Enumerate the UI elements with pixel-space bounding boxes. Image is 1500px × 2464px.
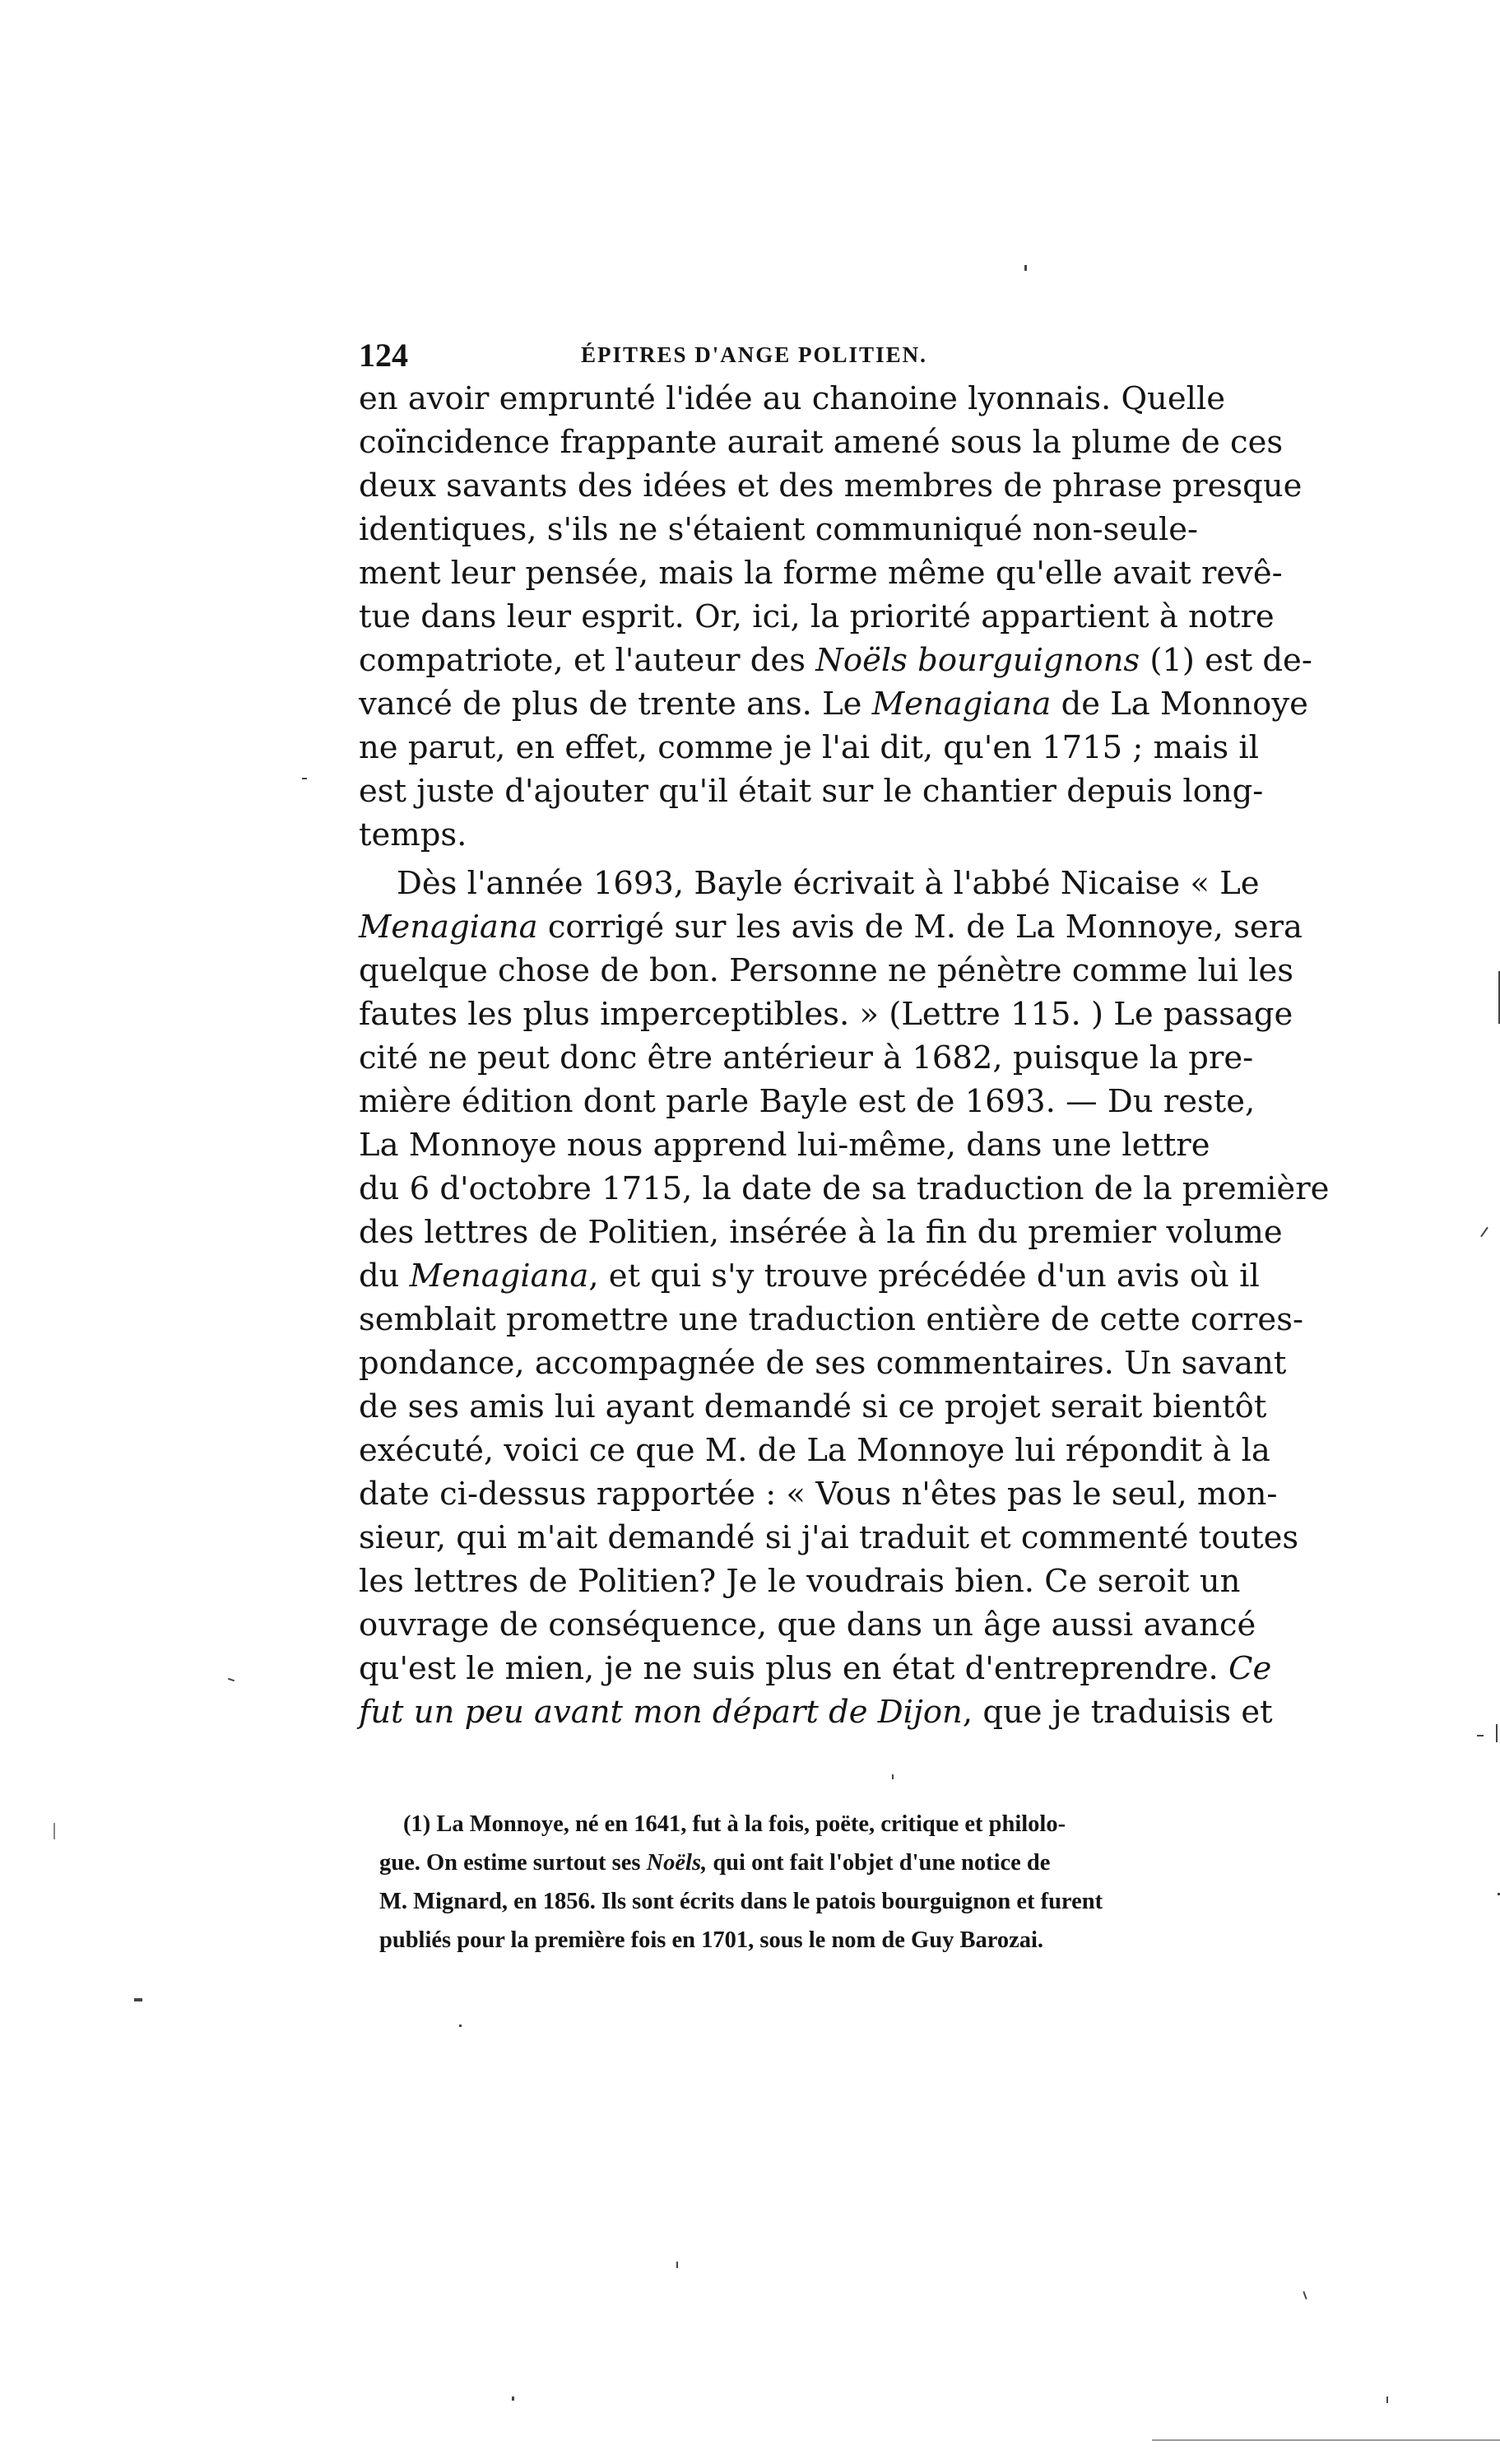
text-line: les lettres de Politien? Je le voudrais bien. Ce seroit un	[359, 1563, 1241, 1600]
scan-speck	[1480, 1227, 1488, 1238]
text-line	[359, 1690, 1273, 1734]
text-line: ment leur pensée, mais la forme même qu'elle avait revê-	[359, 555, 1283, 592]
footnote	[379, 1805, 1251, 1960]
scan-speck	[134, 1998, 142, 2001]
scan-speck	[302, 778, 307, 779]
scan-speck	[1024, 265, 1027, 271]
footnote-line: M. Mignard, en 1856. Ils sont écrits dans le patois bourguignon et furent	[379, 1889, 1103, 1914]
text-run: , et qui s'y trouve précédée d'un avis où il	[588, 1258, 1260, 1295]
text-line: tue dans leur esprit. Or, ici, la priorité appartient à notre	[359, 598, 1275, 635]
text-line: mière édition dont parle Bayle est de 1693. — Du reste,	[359, 1083, 1256, 1120]
text-line	[359, 1254, 1260, 1298]
italic-title: Menagiana	[871, 686, 1052, 723]
text-line: semblait promettre une traduction entière de cette corres-	[359, 1301, 1303, 1338]
scan-speck	[892, 1774, 894, 1779]
running-head	[359, 336, 1231, 375]
text-line: des lettres de Politien, insérée à la fin du premier volume	[359, 1214, 1283, 1251]
text-line: fautes les plus imperceptibles. » (Lettre 115. ) Le passage	[359, 996, 1293, 1033]
scan-speck	[228, 1678, 235, 1682]
text-run: qui ont fait l'objet d'une notice de	[707, 1850, 1051, 1876]
footnote-line: (1) La Monnoye, né en 1641, fut à la fois, poëte, critique et philolo-	[403, 1811, 1066, 1837]
text-line: en avoir emprunté l'idée au chanoine lyonnais. Quelle	[359, 380, 1226, 417]
italic-title: Noëls,	[646, 1850, 708, 1876]
scan-speck	[1152, 2439, 1500, 2441]
text-run: corrigé sur les avis de M. de La Monnoye, sera	[537, 909, 1303, 946]
scan-speck	[1386, 2397, 1388, 2403]
text-line: exécuté, voici ce que M. de La Monnoye lui répondit à la	[359, 1432, 1270, 1469]
text-line: quelque chose de bon. Personne ne pénètre comme lui les	[359, 952, 1294, 989]
text-line: ne parut, en effet, comme je l'ai dit, qu'en 1715 ; mais il	[359, 729, 1259, 766]
italic-text: fut un peu avant mon départ de Dijon	[359, 1694, 963, 1731]
scan-speck	[1477, 1735, 1484, 1736]
text-run: qu'est le mien, je ne suis plus en état d'entreprendre.	[359, 1650, 1229, 1687]
text-line: cité ne peut donc être antérieur à 1682, puisque la pre-	[359, 1039, 1254, 1076]
text-line	[359, 639, 1312, 682]
text-line: sieur, qui m'ait demandé si j'ai traduit et commenté toutes	[359, 1519, 1299, 1556]
text-line: est juste d'ajouter qu'il était sur le chantier depuis long-	[359, 773, 1264, 810]
italic-title: Menagiana	[409, 1258, 589, 1295]
text-line: ouvrage de conséquence, que dans un âge aussi avancé	[359, 1606, 1256, 1643]
footnote-line	[379, 1843, 1251, 1882]
text-run: vancé de plus de trente ans. Le	[359, 686, 872, 723]
text-line: identiques, s'ils ne s'étaient communiqué non-seule-	[359, 511, 1199, 548]
text-run: gue. On estime surtout ses	[379, 1850, 647, 1876]
body-text	[359, 377, 1330, 1734]
text-line	[359, 905, 1303, 949]
text-run: du	[359, 1258, 410, 1295]
text-run: compatriote, et l'auteur des	[359, 642, 816, 679]
text-line	[359, 682, 1308, 726]
scan-speck	[512, 2397, 514, 2401]
scan-speck	[1303, 2291, 1307, 2299]
text-line: pondance, accompagnée de ses commentaires. Un savant	[359, 1345, 1287, 1382]
text-line: deux savants des idées et des membres de phrase presque	[359, 467, 1303, 504]
text-line	[359, 1647, 1272, 1690]
text-line: de ses amis lui ayant demandé si ce projet serait bientôt	[359, 1388, 1267, 1425]
footnote-line: publiés pour la première fois en 1701, sous le nom de Guy Barozai.	[379, 1927, 1044, 1953]
page-number: 124	[359, 337, 408, 374]
text-line: Dès l'année 1693, Bayle écrivait à l'abbé Nicaise « Le	[397, 865, 1260, 902]
scan-speck	[459, 2025, 462, 2027]
text-line: du 6 d'octobre 1715, la date de sa traduction de la première	[359, 1170, 1330, 1207]
text-line: date ci-dessus rapportée : « Vous n'êtes pas le seul, mon-	[359, 1476, 1278, 1513]
scan-speck	[53, 1823, 55, 1839]
text-run: (1) est de-	[1140, 642, 1312, 679]
running-title: ÉPITRES D'ANGE POLITIEN.	[581, 342, 927, 367]
scan-speck	[1496, 1724, 1498, 1742]
text-line: temps.	[359, 816, 467, 853]
italic-text: Ce	[1228, 1650, 1272, 1687]
scan-speck	[676, 2262, 678, 2268]
text-run: de La Monnoye	[1051, 686, 1308, 723]
text-line: La Monnoye nous apprend lui-même, dans une lettre	[359, 1127, 1210, 1164]
text-line: coïncidence frappante aurait amené sous la plume de ces	[359, 424, 1284, 461]
italic-title: Noëls bourguignons	[815, 642, 1140, 679]
italic-title: Menagiana	[359, 909, 538, 946]
text-run: , que je traduisis et	[962, 1694, 1273, 1731]
